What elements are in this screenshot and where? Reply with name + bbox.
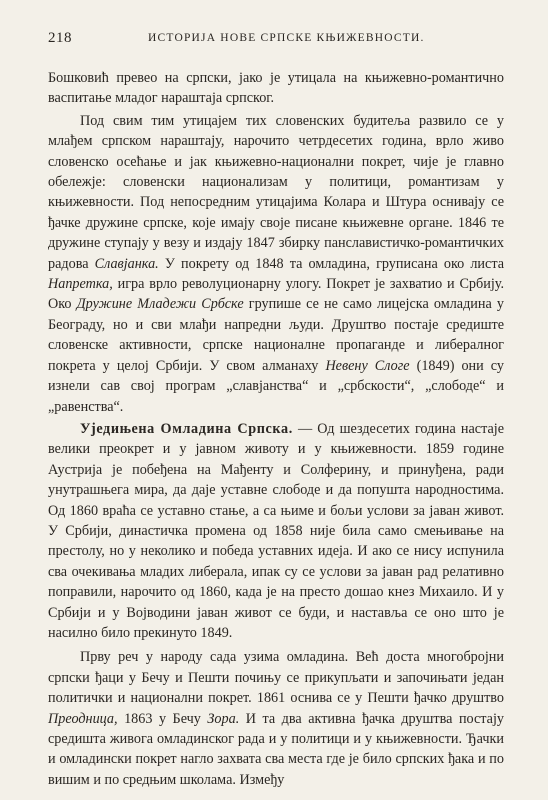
- italic-title-zora: Зора.: [207, 710, 240, 727]
- italic-title-napredak: Напретка,: [48, 276, 113, 293]
- paragraph-youth-societies: [48, 647, 504, 790]
- running-title: ИСТОРИЈА НОВЕ СРПСКЕ КЊИЖЕВНОСТИ.: [148, 32, 425, 44]
- italic-title-slavjanka: Славјанка.: [94, 255, 159, 272]
- text-run: Прву реч у народу сада узима омладина. Већ доста многобројни српски ђаци у Бечу и Пешти почињу се прикупљати и започињати један политички и национални покрет. 1861 оснива се у Пешти ђачко друштво: [48, 649, 504, 707]
- text-run: (1849) они су изнели сав свој програм „славјанства“ и „србскости“, „слободе“ и „равенства“.: [48, 357, 504, 415]
- section-heading: Уједињена Омладина Српска.: [80, 420, 293, 437]
- text-run: 1863 у Бечу: [117, 710, 208, 727]
- body-text: [48, 68, 504, 790]
- text-run: игра врло револуционарну улогу. Покрет је захватио и Србију. Око: [48, 276, 504, 313]
- italic-title-neven: Невену Слоге: [325, 357, 410, 374]
- text-run: — Од шездесетих година настаје велики преокрет и у јавном животу и у књижевности. 1859 године Аустрија је побеђена на Мађенту и Солферину, и принуђена, ради унутрашњега мира, да даје уставне слободе и да попушта народностима. Од 1860 враћа се уставно стање, а са њиме и бољи услови за јаван живот. У Србији, династичка промена од 1858 није била само смењивање на престолу, но у неколико и победа уставних идеја. И ако се нису испунила сва очекивања младих либерала, ипак су се услови за јаван рад релативно поправили, нарочито од 1860, када је на престо дошао кнез Михаило. И у Србији и у Војводини јаван живот се буди, и наставља се оно што је насилно било прекинуто 1849.: [48, 420, 504, 641]
- italic-title-druzina: Дружине Младежи Србске: [76, 296, 244, 313]
- page-header: [48, 30, 518, 48]
- text-run: групише се не само лицејска омладина у Београду, но и сви млађи напредни људи. Друштво постаје средиште словенске активности, српске националне пропаганде и либералног покрета у целој Србији. У свом алманаху: [48, 296, 504, 374]
- italic-title-preodnica: Преодница,: [48, 710, 118, 727]
- paragraph-continuation: Бошковић превео на српски, јако је утицала на књижевно-романтично васпитање младог нараштаја српског.: [48, 70, 504, 107]
- text-run: Под свим тим утицајем тих словенских будитеља развило се у млађем српском нараштају, нарочито четрдесетих година, врло живо словенско осећање и јак књижевно-национални покрет, чије је главно обележје: словенски национализам у политици, романтизам у књижевности. Под непосредним утицајима Колара и Штура оснивају се ђачке дружине српске, које имају своје писане књижевне органе. 1846 те дружине ступају у везу и издају 1847 збирку панславистичко-романтичких радова: [48, 112, 504, 272]
- text-run: И та два активна ђачка друштва постају средишта живога омладинског рада и у политици и у књижевности. Ђачки и омладински покрет нагло захвата сва места где је било српских ђака и по вишим и по средњим школама. Између: [48, 710, 504, 788]
- paragraph-slavic-movement: [48, 111, 504, 417]
- paragraph-united-youth: [48, 419, 504, 643]
- page-number: 218: [48, 30, 72, 46]
- text-run: У покрету од 1848 та омладина, груписана око листа: [158, 255, 504, 272]
